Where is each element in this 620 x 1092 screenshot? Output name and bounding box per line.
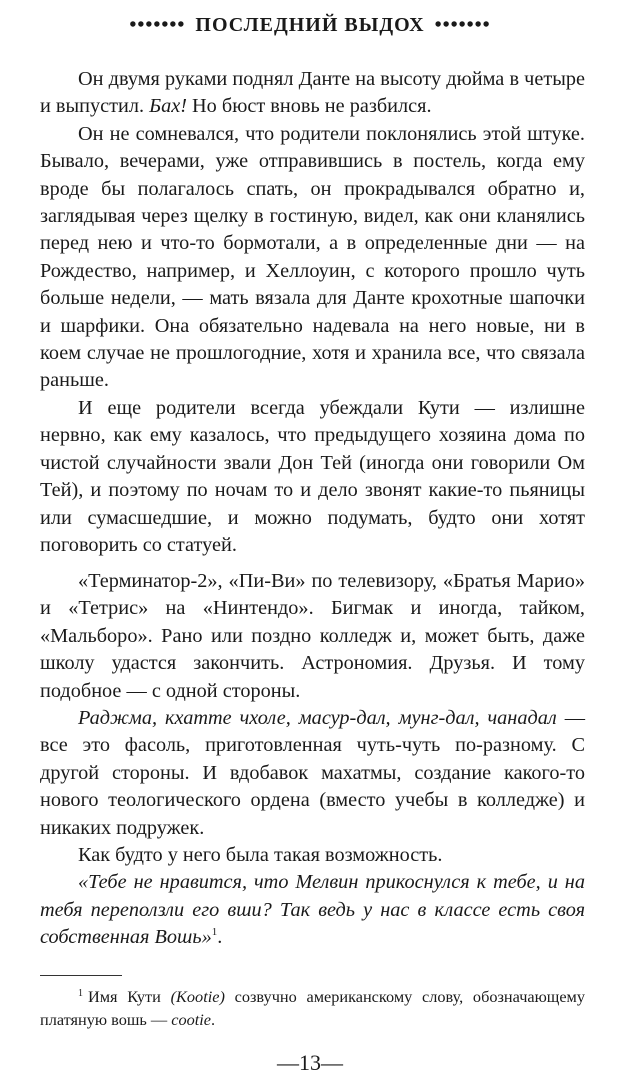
footnote-divider — [40, 975, 122, 976]
running-head-ornament-right: ••••••• — [434, 14, 491, 36]
running-head-title: ПОСЛЕДНИЙ ВЫДОХ — [195, 14, 425, 36]
running-head-ornament-left: ••••••• — [129, 14, 186, 36]
paragraph-text: — все это фасоль, приготовленная чуть-чуть по-разному. С другой стороны. И вдобавок махатмы, создание какого-то нового теологического ордена (вместо учебы в колледже) и никаких подружек. — [40, 707, 585, 839]
paragraph-text: Но бюст вновь не разбился. — [186, 95, 432, 118]
paragraph: «Терминатор-2», «Пи-Ви» по телевизору, «Братья Марио» и «Тетрис» на «Нинтендо». Бигмак и иногда, тайком, «Мальборо». Рано или поздно колледж и, может быть, даже школу удастся закончить. Астрономия. Друзья. И тому подобное — с одной стороны. — [40, 570, 585, 702]
paragraph: Как будто у него была такая возможность. — [78, 844, 443, 867]
footnote-text: Имя Кути — [88, 987, 171, 1006]
paragraph-text: Он двумя руками поднял Данте на высоту дюйма в четыре и выпустил. — [40, 68, 585, 118]
page-number: —13— — [277, 1050, 343, 1075]
footnote-italic-text: cootie — [171, 1010, 212, 1029]
paragraph-italic-text: «Тебе не нравится, что Мелвин прикоснулся к тебе, и на тебя переползли его вши? Так ведь у нас в классе есть своя собственная Вошь» — [40, 871, 585, 949]
paragraph — [40, 705, 585, 842]
paragraph-text: . — [217, 926, 223, 949]
footnote-reference[interactable]: 1 — [211, 926, 218, 939]
footnote-text: созвучно американскому слову, обозначающему платяную вошь — — [40, 987, 585, 1029]
text-block-2 — [40, 568, 585, 952]
footnote-marker: 1 — [78, 987, 83, 999]
paragraph-italic-text: Бах! — [149, 95, 187, 118]
paragraph — [40, 66, 585, 121]
footnote-text: . — [211, 1010, 216, 1029]
text-block-1 — [40, 66, 585, 559]
footnote — [40, 985, 585, 1031]
paragraph-italic-text: Раджма, кхатте чхоле, масур-дал, мунг-дал, чанадал — [78, 707, 557, 730]
paragraph-italic — [40, 869, 585, 951]
running-head — [0, 14, 620, 37]
paragraph: И еще родители всегда убеждали Кути — излишне нервно, как ему казалось, что предыдущего хозяина дома по чистой случайности звали Дон Тей (иногда они говорили Ом Тей), и поэтому по ночам то и дело звонят какие-то пьяницы или сумасшедшие, и можно подумать, будто они хотят поговорить со статуей. — [40, 396, 585, 556]
paragraph: Он не сомневался, что родители поклонялись этой штуке. Бывало, вечерами, уже отправившись в постель, когда ему вроде бы полагалось спать, он прокрадывался обратно и, заглядывая через щелку в гостиную, видел, как они кланялись перед нею и что-то бормотали, а в определенные дни — на Рождество, например, и Хеллоуин, с которого прошло чуть больше недели, — мать вязала для Данте крохотные шапочки и шарфики. Она обязательно надевала на него новые, ни в коем случае не прошлогодние, хотя и хранила все, что связала раньше. — [40, 122, 585, 392]
footnote-italic-text: (Kootie) — [170, 987, 225, 1006]
